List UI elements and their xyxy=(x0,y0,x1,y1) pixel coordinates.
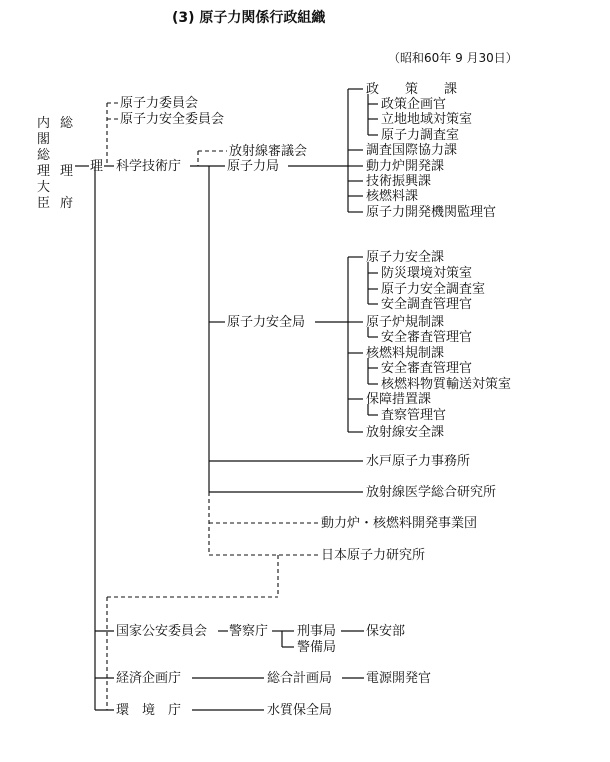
node-safety-audit: 安全調査管理官 xyxy=(381,297,473,312)
node-nsb: 原子力安全局 xyxy=(227,315,306,330)
node-env-bureau: 水質保全局 xyxy=(267,703,333,718)
root-col1-0: 内 xyxy=(37,116,51,131)
node-policy-planning: 政策企画官 xyxy=(381,97,447,112)
root-col1-3: 理 xyxy=(37,164,51,179)
node-mito: 水戸原子力事務所 xyxy=(366,454,471,469)
node-inspection: 査察管理官 xyxy=(381,408,447,423)
root-col2-2: 府 xyxy=(60,196,74,211)
node-reactor-review: 安全審査管理官 xyxy=(381,330,473,345)
node-siting: 立地地域対策室 xyxy=(381,112,473,127)
node-research: 原子力調査室 xyxy=(381,128,460,143)
date-note: （昭和60年 9 月30日） xyxy=(388,51,518,65)
node-police-commission: 国家公安委員会 xyxy=(116,624,208,639)
node-aec: 原子力委員会 xyxy=(120,96,199,111)
node-dev-org: 原子力開発機関監理官 xyxy=(366,205,497,220)
node-promotion: 技術振興課 xyxy=(366,174,432,189)
node-nsc: 原子力安全委員会 xyxy=(120,112,225,127)
node-disaster: 防災環境対策室 xyxy=(381,266,473,281)
node-intl: 調査国際協力課 xyxy=(366,143,458,158)
node-transport: 核燃料物質輸送対策室 xyxy=(381,377,512,392)
node-reactor-reg: 原子炉規制課 xyxy=(366,315,445,330)
root-col1-5: 臣 xyxy=(37,196,51,211)
node-jaeri: 日本原子力研究所 xyxy=(321,548,426,563)
node-fuel-review: 安全審査管理官 xyxy=(381,361,473,376)
root-node xyxy=(37,115,103,211)
chart-title: (3) 原子力関係行政組織 xyxy=(172,10,326,26)
node-aeb: 原子力局 xyxy=(227,159,280,174)
root-col1-4: 大 xyxy=(37,180,51,195)
root-col2-1: 理 xyxy=(60,164,74,179)
node-epa: 経済企画庁 xyxy=(116,671,182,686)
root-col2-0: 総 xyxy=(60,116,74,131)
root-col1-2: 総 xyxy=(37,148,51,163)
node-npa: 警察庁 xyxy=(229,624,269,639)
node-sta: 科学技術庁 xyxy=(116,159,182,174)
node-env: 環 境 庁 xyxy=(116,703,182,718)
node-safety-dept: 保安部 xyxy=(366,624,406,639)
node-radiation-council: 放射線審議会 xyxy=(229,144,308,159)
node-nirs: 放射線医学総合研究所 xyxy=(366,485,497,500)
node-criminal: 刑事局 xyxy=(297,624,337,639)
node-pnc: 動力炉・核燃料開発事業団 xyxy=(321,516,478,531)
node-epa-bureau: 総合計画局 xyxy=(267,671,333,686)
node-safeguards: 保障措置課 xyxy=(366,392,432,407)
node-security: 警備局 xyxy=(297,640,337,655)
node-policy: 政 策 課 xyxy=(366,82,458,97)
root-connector-label: 理 xyxy=(90,159,104,174)
root-col1-1: 閣 xyxy=(37,132,51,147)
node-epa-officer: 電源開発官 xyxy=(366,671,432,686)
node-fuel: 核燃料課 xyxy=(366,189,419,204)
node-safety-research: 原子力安全調査室 xyxy=(381,282,486,297)
node-radiation-safety: 放射線安全課 xyxy=(366,425,445,440)
node-safety: 原子力安全課 xyxy=(366,250,445,265)
node-reactor-dev: 動力炉開発課 xyxy=(366,159,445,174)
node-fuel-reg: 核燃料規制課 xyxy=(366,346,445,361)
